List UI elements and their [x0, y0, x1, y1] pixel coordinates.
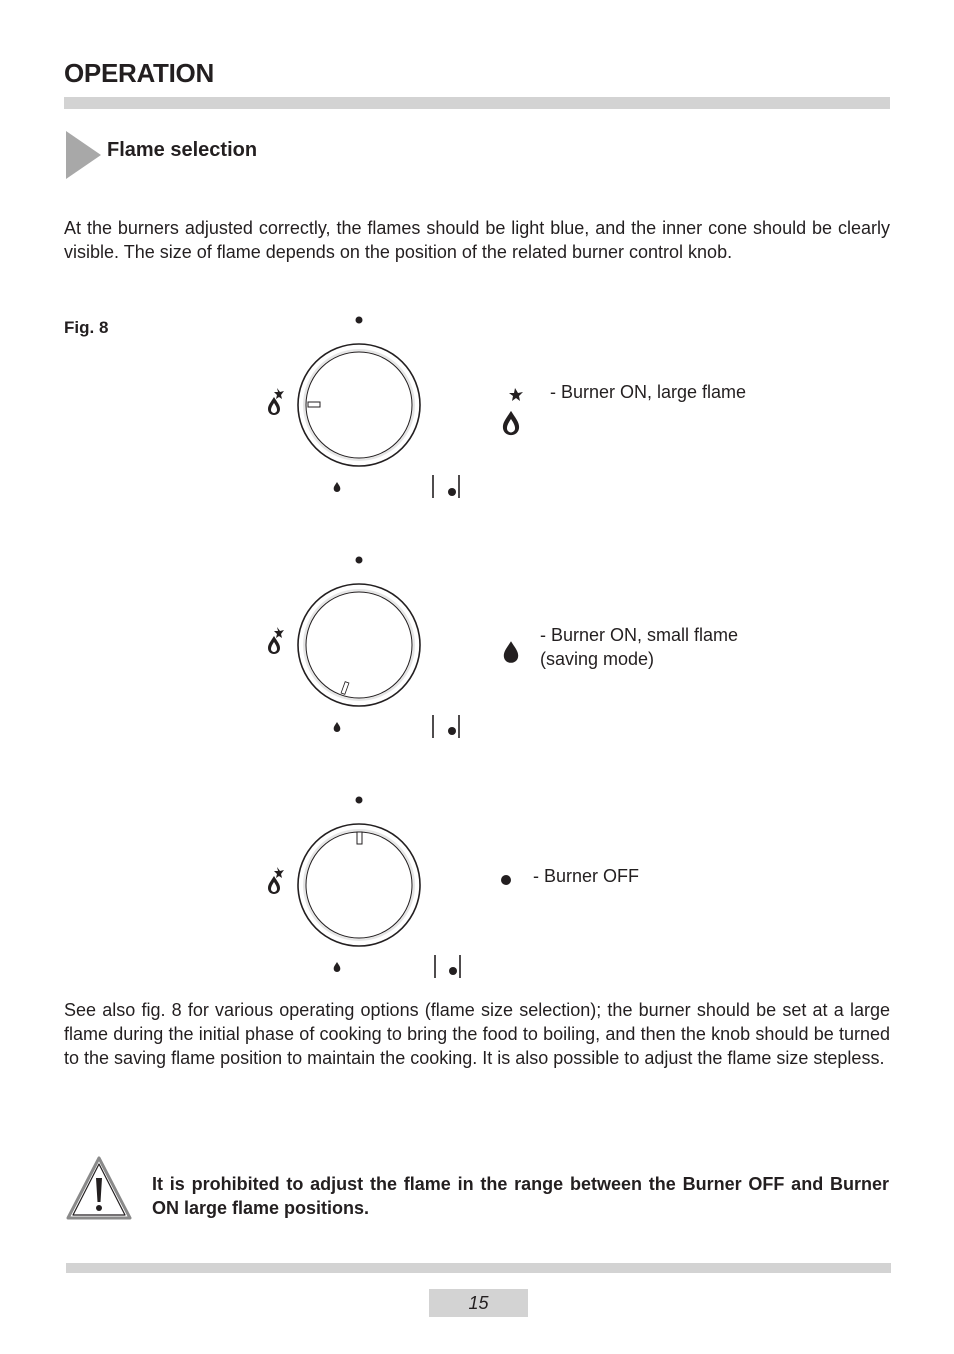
lighter-symbol-icon: [435, 955, 460, 978]
off-dot-icon: [356, 317, 363, 324]
knob-small-flame: [268, 557, 459, 739]
large-flame-icon: [268, 627, 284, 654]
small-flame-icon: [504, 641, 518, 663]
lighter-symbol-icon: [433, 475, 459, 498]
off-dot-icon: [356, 557, 363, 564]
section-heading: Flame selection: [107, 139, 258, 161]
figure-label: Fig. 8: [64, 318, 109, 337]
knob-large-flame: [268, 317, 459, 499]
off-dot-icon: [501, 875, 511, 885]
small-flame-icon: [334, 962, 341, 972]
large-flame-icon: [268, 867, 284, 894]
warning-triangle-icon: [66, 1156, 132, 1220]
warning-text: It is prohibited to adjust the flame in the range between the Burner OFF and Burner ON large flame positions.: [152, 1174, 889, 1218]
large-flame-icon: [503, 388, 523, 435]
intro-paragraph: At the burners adjusted correctly, the flames should be light blue, and the inner cone should be clearly visible. The size of flame depends on the position of the related burner control knob.: [64, 218, 890, 262]
body-paragraph: See also fig. 8 for various operating options (flame size selection); the burner should be set at a large flame during the initial phase of cooking to bring the food to boiling, and then the knob should be turned to the saving flame position to maintain the cooking. It is also possible to adjust the flame size stepless.: [64, 1000, 890, 1068]
small-flame-icon: [334, 482, 341, 492]
knob-indicator: [357, 832, 362, 844]
legend-burner-off: - Burner OFF: [533, 866, 640, 886]
page-title: OPERATION: [64, 58, 214, 88]
legend-small-flame: - Burner ON, small flame (saving mode): [540, 625, 739, 669]
large-flame-icon: [268, 388, 284, 415]
knob-indicator: [308, 402, 320, 407]
footer-divider: [66, 1263, 891, 1273]
page-number: 15: [429, 1289, 528, 1317]
small-flame-icon: [334, 722, 341, 732]
knob-off: [268, 797, 460, 979]
lighter-symbol-icon: [433, 715, 459, 738]
legend-large-flame: - Burner ON, large flame: [550, 382, 747, 402]
off-dot-icon: [356, 797, 363, 804]
